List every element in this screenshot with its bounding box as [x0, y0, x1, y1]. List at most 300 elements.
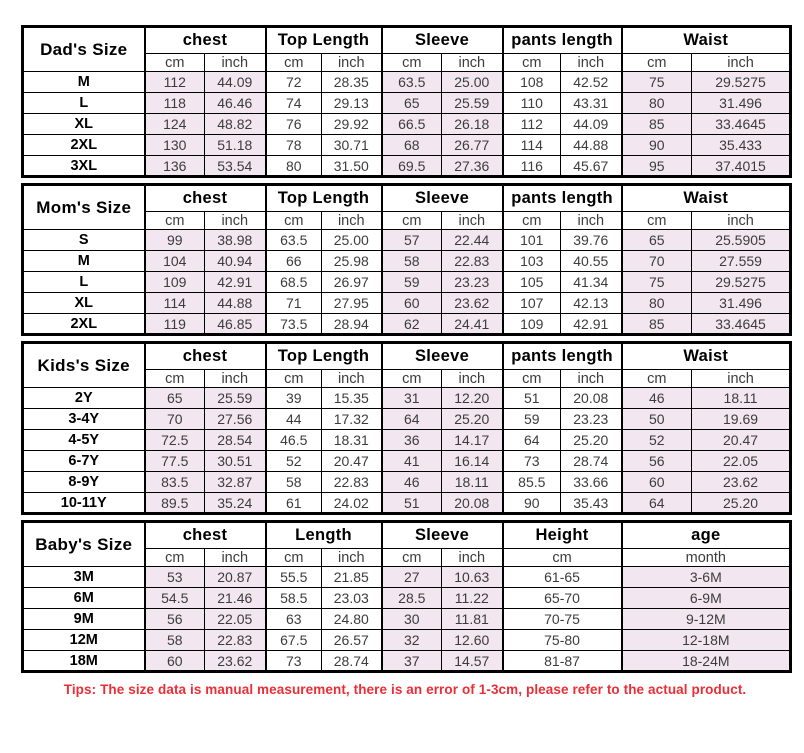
- value-cell: 14.17: [442, 430, 503, 451]
- value-cell: 29.13: [322, 93, 382, 114]
- unit-label: cm: [503, 212, 561, 230]
- value-cell: 52: [266, 451, 322, 472]
- value-cell: 114: [503, 135, 561, 156]
- value-cell: 26.97: [322, 272, 382, 293]
- value-cell: 18.11: [692, 388, 791, 409]
- value-cell: 43.31: [561, 93, 622, 114]
- value-cell: 23.62: [442, 293, 503, 314]
- value-cell: 65-70: [503, 588, 622, 609]
- unit-label: cm: [503, 370, 561, 388]
- unit-label: cm: [503, 54, 561, 72]
- value-cell: 61: [266, 493, 322, 514]
- value-cell: 40.55: [561, 251, 622, 272]
- value-cell: 37: [382, 651, 442, 672]
- mom-column-top-length: Top Length: [266, 185, 382, 212]
- value-cell: 76: [266, 114, 322, 135]
- value-cell: 51: [382, 493, 442, 514]
- value-cell: 85: [622, 114, 692, 135]
- dad-column-pants-length: pants length: [503, 27, 622, 54]
- value-cell: 22.44: [442, 230, 503, 251]
- value-cell: 63.5: [382, 72, 442, 93]
- baby-row-3m: [23, 567, 791, 588]
- value-cell: 46.5: [266, 430, 322, 451]
- value-cell: 78: [266, 135, 322, 156]
- unit-label: inch: [561, 212, 622, 230]
- value-cell: 11.22: [442, 588, 503, 609]
- unit-label: inch: [205, 54, 266, 72]
- row-size-label: 2XL: [23, 314, 145, 335]
- mom-row-l: [23, 272, 791, 293]
- tips-note: Tips: The size data is manual measurement, there is an error of 1-3cm, please refer to the actual product.: [63, 682, 747, 697]
- value-cell: 27.56: [205, 409, 266, 430]
- value-cell: 30.71: [322, 135, 382, 156]
- value-cell: 101: [503, 230, 561, 251]
- value-cell: 25.20: [442, 409, 503, 430]
- value-cell: 46: [622, 388, 692, 409]
- dad-row-xl: [23, 114, 791, 135]
- value-cell: 73: [503, 451, 561, 472]
- value-cell: 56: [145, 609, 205, 630]
- baby-row-9m: [23, 609, 791, 630]
- unit-label: inch: [322, 212, 382, 230]
- value-cell: 51.18: [205, 135, 266, 156]
- value-cell: 68.5: [266, 272, 322, 293]
- value-cell: 53.54: [205, 156, 266, 177]
- value-cell: 44.09: [561, 114, 622, 135]
- row-size-label: 4-5Y: [23, 430, 145, 451]
- dad-row-l: [23, 93, 791, 114]
- value-cell: 85: [622, 314, 692, 335]
- value-cell: 27.95: [322, 293, 382, 314]
- value-cell: 85.5: [503, 472, 561, 493]
- value-cell: 25.5905: [692, 230, 791, 251]
- value-cell: 22.05: [692, 451, 791, 472]
- row-size-label: 12M: [23, 630, 145, 651]
- value-cell: 46: [382, 472, 442, 493]
- value-cell: 15.35: [322, 388, 382, 409]
- value-cell: 25.00: [442, 72, 503, 93]
- value-cell: 24.80: [322, 609, 382, 630]
- value-cell: 21.46: [205, 588, 266, 609]
- value-cell: 66: [266, 251, 322, 272]
- value-cell: 41.34: [561, 272, 622, 293]
- baby-column-sleeve: Sleeve: [382, 522, 503, 549]
- value-cell: 119: [145, 314, 205, 335]
- value-cell: 20.87: [205, 567, 266, 588]
- unit-label: cm: [145, 54, 205, 72]
- value-cell: 42.13: [561, 293, 622, 314]
- unit-label: inch: [692, 370, 791, 388]
- row-size-label: L: [23, 93, 145, 114]
- value-cell: 24.02: [322, 493, 382, 514]
- value-cell: 69.5: [382, 156, 442, 177]
- row-size-label: 18M: [23, 651, 145, 672]
- row-size-label: XL: [23, 114, 145, 135]
- value-cell: 75: [622, 72, 692, 93]
- value-cell: 80: [622, 93, 692, 114]
- value-cell: 58: [266, 472, 322, 493]
- value-cell: 18.11: [442, 472, 503, 493]
- unit-label: inch: [692, 54, 791, 72]
- unit-label: cm: [145, 370, 205, 388]
- unit-label: cm: [622, 370, 692, 388]
- value-cell: 44.88: [205, 293, 266, 314]
- value-cell: 65: [382, 93, 442, 114]
- unit-label: inch: [205, 370, 266, 388]
- value-cell: 10.63: [442, 567, 503, 588]
- value-cell: 70: [145, 409, 205, 430]
- unit-label: inch: [442, 370, 503, 388]
- kids-section-title: Kids's Size: [23, 343, 145, 388]
- row-size-label: 6M: [23, 588, 145, 609]
- kids-row-4-5y: [23, 430, 791, 451]
- value-cell: 18.31: [322, 430, 382, 451]
- value-cell: 70: [622, 251, 692, 272]
- value-cell: 40.94: [205, 251, 266, 272]
- kids-column-pants-length: pants length: [503, 343, 622, 370]
- baby-row-12m: [23, 630, 791, 651]
- value-cell: 22.83: [322, 472, 382, 493]
- unit-label: inch: [561, 54, 622, 72]
- kids-column-waist: Waist: [622, 343, 791, 370]
- value-cell: 35.433: [692, 135, 791, 156]
- value-cell: 23.62: [205, 651, 266, 672]
- value-cell: 74: [266, 93, 322, 114]
- value-cell: 112: [145, 72, 205, 93]
- value-cell: 29.5275: [692, 272, 791, 293]
- row-size-label: M: [23, 251, 145, 272]
- value-cell: 12-18M: [622, 630, 791, 651]
- row-size-label: 2XL: [23, 135, 145, 156]
- value-cell: 60: [382, 293, 442, 314]
- mom-section-title: Mom's Size: [23, 185, 145, 230]
- value-cell: 103: [503, 251, 561, 272]
- value-cell: 64: [622, 493, 692, 514]
- kids-row-2y: [23, 388, 791, 409]
- dad-column-waist: Waist: [622, 27, 791, 54]
- value-cell: 68: [382, 135, 442, 156]
- unit-label: cm: [622, 212, 692, 230]
- value-cell: 112: [503, 114, 561, 135]
- value-cell: 75-80: [503, 630, 622, 651]
- value-cell: 27.36: [442, 156, 503, 177]
- value-cell: 12.60: [442, 630, 503, 651]
- value-cell: 20.47: [322, 451, 382, 472]
- value-cell: 30: [382, 609, 442, 630]
- value-cell: 64: [382, 409, 442, 430]
- value-cell: 70-75: [503, 609, 622, 630]
- baby-size-table: [21, 520, 792, 673]
- value-cell: 32: [382, 630, 442, 651]
- unit-label: inch: [322, 370, 382, 388]
- value-cell: 44.09: [205, 72, 266, 93]
- baby-row-6m: [23, 588, 791, 609]
- kids-header-row: [23, 343, 791, 370]
- mom-column-pants-length: pants length: [503, 185, 622, 212]
- value-cell: 22.83: [205, 630, 266, 651]
- unit-label: cm: [145, 549, 205, 567]
- value-cell: 99: [145, 230, 205, 251]
- value-cell: 83.5: [145, 472, 205, 493]
- value-cell: 38.98: [205, 230, 266, 251]
- value-cell: 72.5: [145, 430, 205, 451]
- value-cell: 56: [622, 451, 692, 472]
- value-cell: 80: [266, 156, 322, 177]
- value-cell: 58.5: [266, 588, 322, 609]
- dad-section-title: Dad's Size: [23, 27, 145, 72]
- kids-row-8-9y: [23, 472, 791, 493]
- value-cell: 65: [145, 388, 205, 409]
- mom-row-m: [23, 251, 791, 272]
- row-size-label: 3-4Y: [23, 409, 145, 430]
- unit-label: inch: [205, 549, 266, 567]
- value-cell: 58: [382, 251, 442, 272]
- value-cell: 108: [503, 72, 561, 93]
- value-cell: 28.5: [382, 588, 442, 609]
- value-cell: 73.5: [266, 314, 322, 335]
- value-cell: 28.94: [322, 314, 382, 335]
- baby-header-row: [23, 522, 791, 549]
- unit-label: cm: [503, 549, 622, 567]
- unit-label: cm: [382, 549, 442, 567]
- value-cell: 25.20: [692, 493, 791, 514]
- unit-label: cm: [145, 212, 205, 230]
- value-cell: 57: [382, 230, 442, 251]
- unit-label: cm: [266, 370, 322, 388]
- unit-label: cm: [382, 54, 442, 72]
- value-cell: 33.66: [561, 472, 622, 493]
- row-size-label: 9M: [23, 609, 145, 630]
- row-size-label: 3XL: [23, 156, 145, 177]
- value-cell: 58: [145, 630, 205, 651]
- value-cell: 28.35: [322, 72, 382, 93]
- row-size-label: 2Y: [23, 388, 145, 409]
- value-cell: 59: [503, 409, 561, 430]
- unit-label: cm: [266, 54, 322, 72]
- value-cell: 52: [622, 430, 692, 451]
- value-cell: 28.54: [205, 430, 266, 451]
- value-cell: 66.5: [382, 114, 442, 135]
- value-cell: 130: [145, 135, 205, 156]
- value-cell: 21.85: [322, 567, 382, 588]
- value-cell: 23.23: [442, 272, 503, 293]
- value-cell: 104: [145, 251, 205, 272]
- value-cell: 75: [622, 272, 692, 293]
- unit-label: inch: [561, 370, 622, 388]
- value-cell: 136: [145, 156, 205, 177]
- kids-row-3-4y: [23, 409, 791, 430]
- value-cell: 109: [503, 314, 561, 335]
- unit-label: inch: [322, 54, 382, 72]
- value-cell: 35.43: [561, 493, 622, 514]
- unit-label: inch: [442, 549, 503, 567]
- value-cell: 11.81: [442, 609, 503, 630]
- unit-label: cm: [382, 370, 442, 388]
- value-cell: 33.4645: [692, 314, 791, 335]
- row-size-label: S: [23, 230, 145, 251]
- value-cell: 72: [266, 72, 322, 93]
- value-cell: 20.08: [561, 388, 622, 409]
- value-cell: 90: [503, 493, 561, 514]
- dad-size-table: [21, 25, 792, 178]
- dad-column-sleeve: Sleeve: [382, 27, 503, 54]
- value-cell: 45.67: [561, 156, 622, 177]
- value-cell: 29.92: [322, 114, 382, 135]
- value-cell: 28.74: [561, 451, 622, 472]
- value-cell: 9-12M: [622, 609, 791, 630]
- mom-column-waist: Waist: [622, 185, 791, 212]
- baby-column-length: Length: [266, 522, 382, 549]
- unit-label: cm: [266, 212, 322, 230]
- value-cell: 114: [145, 293, 205, 314]
- value-cell: 14.57: [442, 651, 503, 672]
- baby-row-18m: [23, 651, 791, 672]
- value-cell: 36: [382, 430, 442, 451]
- value-cell: 19.69: [692, 409, 791, 430]
- mom-column-chest: chest: [145, 185, 266, 212]
- dad-column-top-length: Top Length: [266, 27, 382, 54]
- row-size-label: 8-9Y: [23, 472, 145, 493]
- value-cell: 33.4645: [692, 114, 791, 135]
- value-cell: 16.14: [442, 451, 503, 472]
- value-cell: 95: [622, 156, 692, 177]
- value-cell: 64: [503, 430, 561, 451]
- value-cell: 42.91: [561, 314, 622, 335]
- baby-column-chest: chest: [145, 522, 266, 549]
- unit-label: cm: [266, 549, 322, 567]
- value-cell: 39: [266, 388, 322, 409]
- value-cell: 90: [622, 135, 692, 156]
- baby-section-title: Baby's Size: [23, 522, 145, 567]
- value-cell: 31.496: [692, 293, 791, 314]
- row-size-label: L: [23, 272, 145, 293]
- unit-label: inch: [692, 212, 791, 230]
- value-cell: 12.20: [442, 388, 503, 409]
- value-cell: 77.5: [145, 451, 205, 472]
- kids-column-top-length: Top Length: [266, 343, 382, 370]
- value-cell: 62: [382, 314, 442, 335]
- value-cell: 63.5: [266, 230, 322, 251]
- value-cell: 18-24M: [622, 651, 791, 672]
- value-cell: 27: [382, 567, 442, 588]
- value-cell: 31.496: [692, 93, 791, 114]
- value-cell: 41: [382, 451, 442, 472]
- mom-row-s: [23, 230, 791, 251]
- value-cell: 6-9M: [622, 588, 791, 609]
- unit-label: inch: [442, 54, 503, 72]
- row-size-label: 6-7Y: [23, 451, 145, 472]
- value-cell: 116: [503, 156, 561, 177]
- unit-label: cm: [382, 212, 442, 230]
- value-cell: 29.5275: [692, 72, 791, 93]
- mom-column-sleeve: Sleeve: [382, 185, 503, 212]
- value-cell: 30.51: [205, 451, 266, 472]
- value-cell: 80: [622, 293, 692, 314]
- dad-header-row: [23, 27, 791, 54]
- value-cell: 28.74: [322, 651, 382, 672]
- mom-header-row: [23, 185, 791, 212]
- value-cell: 32.87: [205, 472, 266, 493]
- value-cell: 31: [382, 388, 442, 409]
- value-cell: 60: [622, 472, 692, 493]
- size-chart: [21, 25, 789, 673]
- value-cell: 109: [145, 272, 205, 293]
- value-cell: 22.83: [442, 251, 503, 272]
- kids-column-chest: chest: [145, 343, 266, 370]
- value-cell: 105: [503, 272, 561, 293]
- value-cell: 89.5: [145, 493, 205, 514]
- value-cell: 23.23: [561, 409, 622, 430]
- value-cell: 61-65: [503, 567, 622, 588]
- value-cell: 46.85: [205, 314, 266, 335]
- kids-row-6-7y: [23, 451, 791, 472]
- value-cell: 46.46: [205, 93, 266, 114]
- dad-row-3xl: [23, 156, 791, 177]
- value-cell: 23.62: [692, 472, 791, 493]
- value-cell: 44: [266, 409, 322, 430]
- value-cell: 48.82: [205, 114, 266, 135]
- value-cell: 20.47: [692, 430, 791, 451]
- value-cell: 71: [266, 293, 322, 314]
- value-cell: 24.41: [442, 314, 503, 335]
- value-cell: 26.18: [442, 114, 503, 135]
- row-size-label: XL: [23, 293, 145, 314]
- value-cell: 35.24: [205, 493, 266, 514]
- unit-label: inch: [442, 212, 503, 230]
- unit-label: inch: [205, 212, 266, 230]
- value-cell: 26.57: [322, 630, 382, 651]
- value-cell: 59: [382, 272, 442, 293]
- value-cell: 25.20: [561, 430, 622, 451]
- value-cell: 25.59: [442, 93, 503, 114]
- value-cell: 53: [145, 567, 205, 588]
- value-cell: 81-87: [503, 651, 622, 672]
- value-cell: 20.08: [442, 493, 503, 514]
- value-cell: 51: [503, 388, 561, 409]
- mom-size-table: [21, 183, 792, 336]
- value-cell: 25.59: [205, 388, 266, 409]
- value-cell: 22.05: [205, 609, 266, 630]
- baby-column-age: age: [622, 522, 791, 549]
- value-cell: 118: [145, 93, 205, 114]
- baby-column-height: Height: [503, 522, 622, 549]
- dad-row-m: [23, 72, 791, 93]
- value-cell: 17.32: [322, 409, 382, 430]
- kids-size-table: [21, 341, 792, 515]
- value-cell: 60: [145, 651, 205, 672]
- row-size-label: M: [23, 72, 145, 93]
- value-cell: 27.559: [692, 251, 791, 272]
- mom-row-2xl: [23, 314, 791, 335]
- value-cell: 55.5: [266, 567, 322, 588]
- value-cell: 26.77: [442, 135, 503, 156]
- value-cell: 37.4015: [692, 156, 791, 177]
- value-cell: 31.50: [322, 156, 382, 177]
- value-cell: 110: [503, 93, 561, 114]
- mom-row-xl: [23, 293, 791, 314]
- unit-label: cm: [622, 54, 692, 72]
- value-cell: 63: [266, 609, 322, 630]
- unit-label: inch: [322, 549, 382, 567]
- value-cell: 67.5: [266, 630, 322, 651]
- value-cell: 39.76: [561, 230, 622, 251]
- value-cell: 42.91: [205, 272, 266, 293]
- row-size-label: 10-11Y: [23, 493, 145, 514]
- value-cell: 107: [503, 293, 561, 314]
- value-cell: 54.5: [145, 588, 205, 609]
- value-cell: 124: [145, 114, 205, 135]
- kids-row-10-11y: [23, 493, 791, 514]
